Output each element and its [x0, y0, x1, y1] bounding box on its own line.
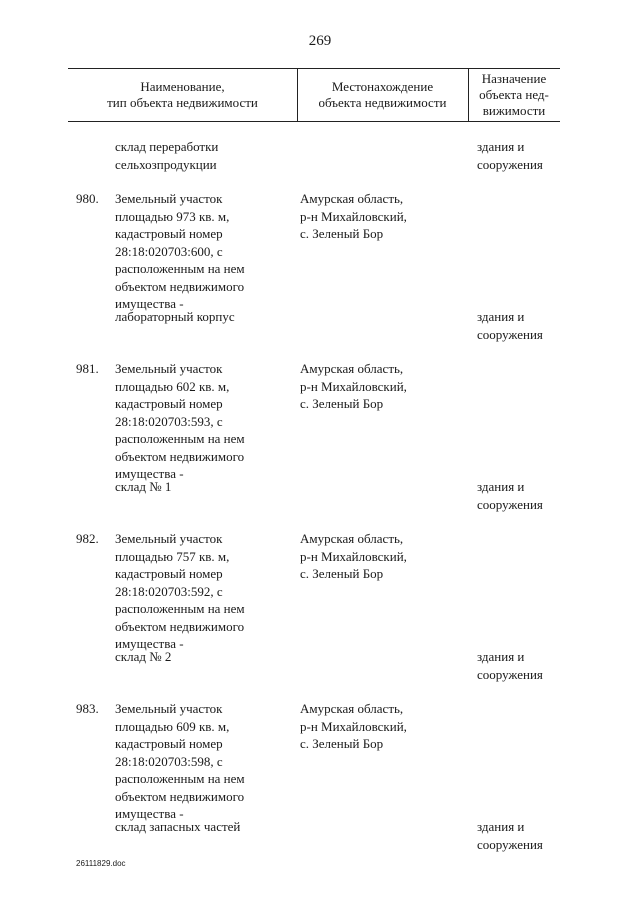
object-row [0, 648, 640, 692]
leading-object-purpose: здания и сооружения [477, 139, 543, 172]
entry-location: Амурская область, р-н Михайловский, с. Зеленый Бор [300, 701, 407, 751]
entry-name: Земельный участок площадью 609 кв. м, кадастровый номер 28:18:020703:598, с расположенным на нем объектом недвижимого имущества - [115, 701, 245, 821]
object-purpose: здания и сооружения [477, 309, 543, 342]
object-purpose: здания и сооружения [477, 479, 543, 512]
entry-number: 980. [76, 191, 99, 206]
entry-location: Амурская область, р-н Михайловский, с. Зеленый Бор [300, 361, 407, 411]
object-row [0, 308, 640, 352]
header-purpose-col [468, 69, 560, 121]
land-plot-row [0, 360, 640, 481]
land-plot-row [0, 700, 640, 821]
object-name: лабораторный корпус [115, 309, 235, 324]
object-purpose: здания и сооружения [477, 649, 543, 682]
table-row [0, 700, 640, 862]
leading-object-name: склад переработки сельхозпродукции [115, 139, 219, 172]
entry-number: 982. [76, 531, 99, 546]
leading-object-row [0, 138, 640, 182]
land-plot-row [0, 190, 640, 311]
header-purpose-label: Назначение объекта нед- вижимости [479, 71, 549, 118]
object-row [0, 478, 640, 522]
table-body [0, 138, 640, 870]
table-row [0, 530, 640, 692]
header-name-label: Наименование, тип объекта недвижимости [107, 79, 258, 110]
entry-location: Амурская область, р-н Михайловский, с. Зеленый Бор [300, 191, 407, 241]
table-header [68, 68, 560, 122]
entry-location: Амурская область, р-н Михайловский, с. Зеленый Бор [300, 531, 407, 581]
table-row [0, 190, 640, 352]
document-filename: 26111829.doc [76, 859, 126, 868]
header-location-col [297, 69, 469, 121]
entry-number: 983. [76, 701, 99, 716]
object-purpose: здания и сооружения [477, 819, 543, 852]
entry-number: 981. [76, 361, 99, 376]
entry-name: Земельный участок площадью 973 кв. м, кадастровый номер 28:18:020703:600, с расположенным на нем объектом недвижимого имущества - [115, 191, 245, 311]
object-name: склад № 2 [115, 649, 172, 664]
table-row [0, 360, 640, 522]
header-name-col [68, 69, 298, 121]
entry-name: Земельный участок площадью 757 кв. м, кадастровый номер 28:18:020703:592, с расположенным на нем объектом недвижимого имущества - [115, 531, 245, 651]
page-number: 269 [308, 33, 332, 49]
object-name: склад запасных частей [115, 819, 241, 834]
header-location-label: Местонахождение объекта недвижимости [318, 79, 447, 110]
entry-name: Земельный участок площадью 602 кв. м, кадастровый номер 28:18:020703:593, с расположенным на нем объектом недвижимого имущества - [115, 361, 245, 481]
object-name: склад № 1 [115, 479, 172, 494]
land-plot-row [0, 530, 640, 651]
